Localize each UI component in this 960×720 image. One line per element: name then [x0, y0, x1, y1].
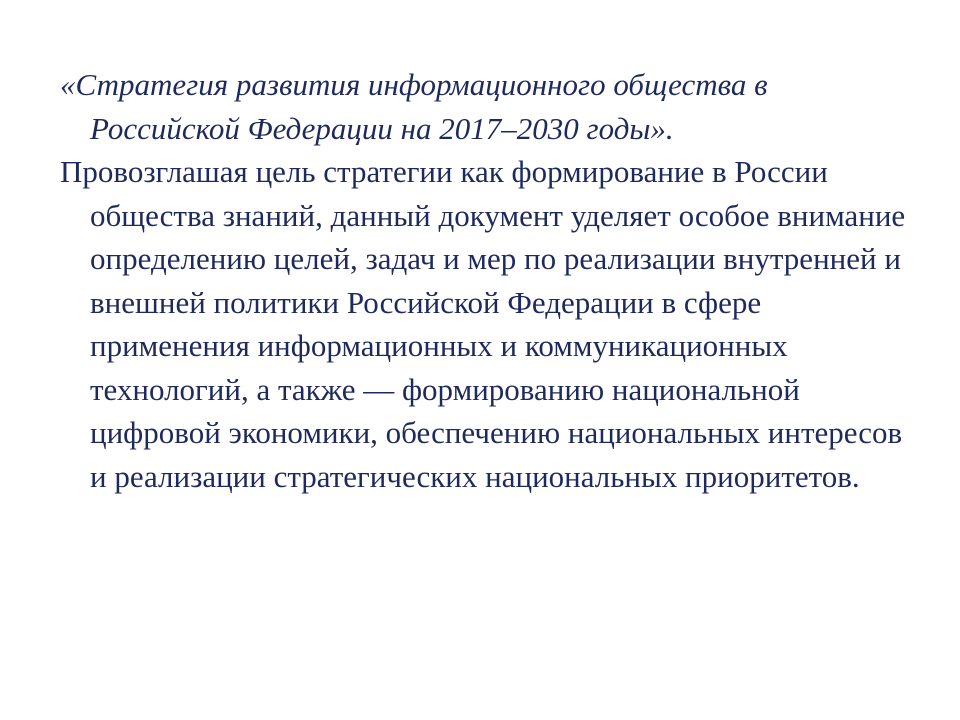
strategy-title-quote: «Стратегия развития информационного общества в Российской Федерации на 2017–2030 годы». [60, 67, 768, 146]
slide-content [60, 63, 920, 498]
strategy-description-paragraph: Провозглашая цель стратегии как формирование в России общества знаний, данный документ уделяет особое внимание определению целей, задач и мер по реализации внутренней и внешней политики Российской Федерации в сфере применения информационных и коммуникационных технологий, а также — формированию национальной цифровой экономики, обеспечению национальных интересов и реализации стратегических национальных приоритетов. [60, 154, 906, 494]
